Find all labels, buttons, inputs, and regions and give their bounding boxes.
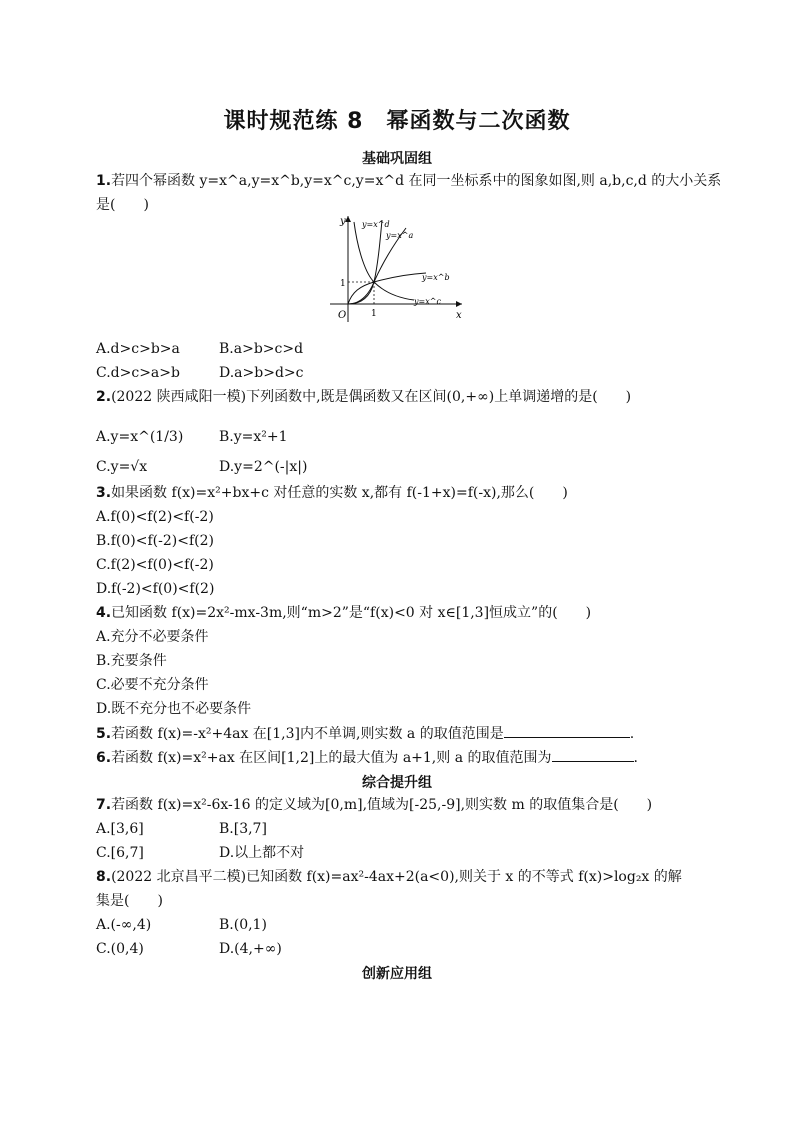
power-function-graph xyxy=(326,212,466,328)
question-8-text: (2022 北京昌平二模)已知函数 f(x)=ax²-4ax+2(a<0),则关于 x 的不等式 f(x)>log₂x 的解 xyxy=(111,869,682,885)
question-7-stem xyxy=(96,795,716,815)
question-8-option-c: C.(0,4) xyxy=(96,941,144,957)
question-3-stem xyxy=(96,483,716,503)
question-1-option-b: B.a>b>c>d xyxy=(219,341,304,357)
axis-label-x: x xyxy=(456,310,462,321)
question-1-line1: 若四个幂函数 y=x^a,y=x^b,y=x^c,y=x^d 在同一坐标系中的图象如图,则 a,b,c,d 的大小关系 xyxy=(111,173,722,189)
question-6-stem xyxy=(96,747,716,768)
y-axis-arrow-icon xyxy=(345,216,351,222)
question-8-stem-line2: 集是( ) xyxy=(96,893,163,909)
question-4-option-c: C.必要不充分条件 xyxy=(96,677,209,693)
curve-label-a: y=x^a xyxy=(386,231,414,240)
section-title-comprehensive: 综合提升组 xyxy=(362,775,432,791)
section-title-innovative: 创新应用组 xyxy=(362,966,432,982)
page-title: 课时规范练 8 幂函数与二次函数 xyxy=(223,109,571,134)
question-1-stem xyxy=(96,171,722,191)
question-2-stem xyxy=(96,387,716,407)
question-2-option-a: A.y=x^(1/3) xyxy=(96,429,184,445)
question-number: 7. xyxy=(96,797,112,813)
question-number: 4. xyxy=(96,605,112,621)
question-4-text: 已知函数 f(x)=2x²-mx-3m,则“m>2”是“f(x)<0 对 x∈[1,3]恒成立”的( ) xyxy=(111,605,592,621)
question-number: 6. xyxy=(96,750,112,766)
question-8-option-d: D.(4,+∞) xyxy=(219,941,282,957)
question-number: 1. xyxy=(96,173,112,189)
question-8-stem xyxy=(96,867,716,887)
question-3-text: 如果函数 f(x)=x²+bx+c 对任意的实数 x,都有 f(-1+x)=f(-x),那么( ) xyxy=(111,485,568,501)
question-8-option-b: B.(0,1) xyxy=(219,917,267,933)
question-3-option-c: C.f(2)<f(0)<f(-2) xyxy=(96,557,214,573)
section-title-basic: 基础巩固组 xyxy=(362,151,432,167)
answer-blank[interactable] xyxy=(552,747,634,762)
question-4-option-d: D.既不充分也不必要条件 xyxy=(96,701,252,717)
answer-blank[interactable] xyxy=(504,723,630,738)
question-8-option-a: A.(-∞,4) xyxy=(96,917,152,933)
question-7-text: 若函数 f(x)=x²-6x-16 的定义域为[0,m],值域为[-25,-9],则实数 m 的取值集合是( ) xyxy=(111,797,653,813)
question-3-option-a: A.f(0)<f(2)<f(-2) xyxy=(96,509,214,525)
question-6-tail: . xyxy=(633,750,638,766)
question-5-tail: . xyxy=(629,726,635,742)
question-7-option-c: C.[6,7] xyxy=(96,845,144,861)
question-1-option-a: A.d>c>b>a xyxy=(96,341,180,357)
question-2-option-c: C.y=√x xyxy=(96,459,148,475)
curve-label-d: y=x^d xyxy=(362,220,390,229)
question-3-option-b: B.f(0)<f(-2)<f(2) xyxy=(96,533,214,549)
question-2-option-d: D.y=2^(-|x|) xyxy=(219,459,308,475)
question-number: 2. xyxy=(96,389,112,405)
question-5-stem xyxy=(96,723,716,744)
curve-label-c: y=x^c xyxy=(414,297,441,306)
curve-label-b: y=x^b xyxy=(422,273,450,282)
question-3-option-d: D.f(-2)<f(0)<f(2) xyxy=(96,581,215,597)
question-4-option-a: A.充分不必要条件 xyxy=(96,629,209,645)
question-4-stem xyxy=(96,603,716,623)
question-4-option-b: B.充要条件 xyxy=(96,653,167,669)
x-axis-arrow-icon xyxy=(456,301,462,307)
question-number: 3. xyxy=(96,485,112,501)
tick-label-y-1: 1 xyxy=(340,279,346,289)
question-number: 8. xyxy=(96,869,112,885)
question-1-option-d: D.a>b>d>c xyxy=(219,365,304,381)
question-5-text: 若函数 f(x)=-x²+4ax 在[1,3]内不单调,则实数 a 的取值范围是 xyxy=(111,726,504,742)
origin-label: O xyxy=(338,310,347,321)
question-1-option-c: C.d>c>a>b xyxy=(96,365,180,381)
question-2-option-b: B.y=x²+1 xyxy=(219,429,288,445)
question-7-option-b: B.[3,7] xyxy=(219,821,267,837)
axis-label-y: y xyxy=(340,216,346,227)
curve-d xyxy=(348,220,382,304)
question-7-option-d: D.以上都不对 xyxy=(219,845,305,861)
question-7-option-a: A.[3,6] xyxy=(96,821,144,837)
question-1-stem-line2: 是( ) xyxy=(96,197,149,213)
question-2-text: (2022 陕西咸阳一模)下列函数中,既是偶函数又在区间(0,+∞)上单调递增的是( ) xyxy=(111,389,632,405)
tick-label-x-1: 1 xyxy=(371,309,377,319)
question-number: 5. xyxy=(96,726,112,742)
question-6-text: 若函数 f(x)=x²+ax 在区间[1,2]上的最大值为 a+1,则 a 的取值范围为 xyxy=(111,750,552,766)
